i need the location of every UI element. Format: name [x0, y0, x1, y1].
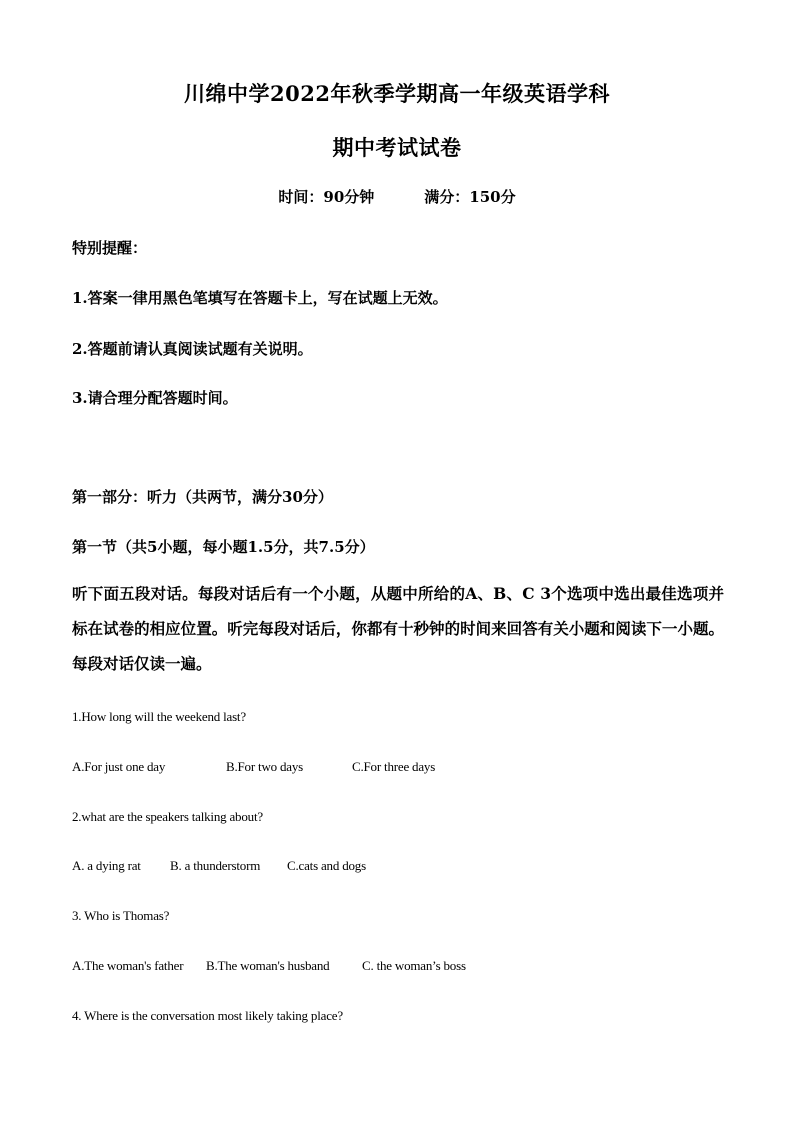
part1-heading: 第一部分：听力（共两节，满分30分）	[72, 488, 333, 506]
question-stem: 2.what are the speakers talking about?	[72, 809, 263, 824]
exam-meta	[0, 186, 794, 207]
option-b: B.The woman's husband	[206, 958, 330, 973]
option-a: A.The woman's father	[72, 958, 184, 973]
option-a: A.For just one day	[72, 759, 166, 774]
option-c: C. the woman’s boss	[362, 958, 466, 973]
listening-instructions: 听下面五段对话。每段对话后有一个小题，从题中所给的A、B、C 3个选项中选出最佳选项并标在试卷的相应位置。听完每段对话后，你都有十秒钟的时间来回答有关小题和阅读下一小题。每段对话仅读一遍。	[72, 584, 724, 673]
exam-score: 满分：150分	[424, 188, 516, 206]
notice-item: 3.请合理分配答题时间。	[72, 389, 238, 407]
section1-heading: 第一节（共5小题，每小题1.5分，共7.5分）	[72, 538, 375, 556]
question-options	[72, 958, 466, 974]
option-a: A. a dying rat	[72, 858, 141, 873]
option-c: C.For three days	[352, 759, 436, 774]
question-options	[72, 858, 366, 874]
question-stem: 4. Where is the conversation most likely taking place?	[72, 1008, 343, 1023]
option-b: B.For two days	[226, 759, 304, 774]
notice-item: 2.答题前请认真阅读试题有关说明。	[72, 340, 313, 358]
exam-time: 时间：90分钟	[278, 188, 375, 206]
exam-title-line1: 川绵中学2022年秋季学期高一年级英语学科	[184, 81, 610, 106]
question-stem: 3. Who is Thomas?	[72, 908, 170, 923]
question-options	[72, 759, 435, 775]
notice-heading: 特别提醒：	[72, 239, 148, 257]
option-b: B. a thunderstorm	[170, 858, 261, 873]
exam-title-line2: 期中考试试卷	[332, 135, 462, 160]
notice-item: 1.答案一律用黑色笔填写在答题卡上，写在试题上无效。	[72, 289, 448, 307]
option-c: C.cats and dogs	[287, 858, 366, 873]
question-stem: 1.How long will the weekend last?	[72, 709, 246, 724]
